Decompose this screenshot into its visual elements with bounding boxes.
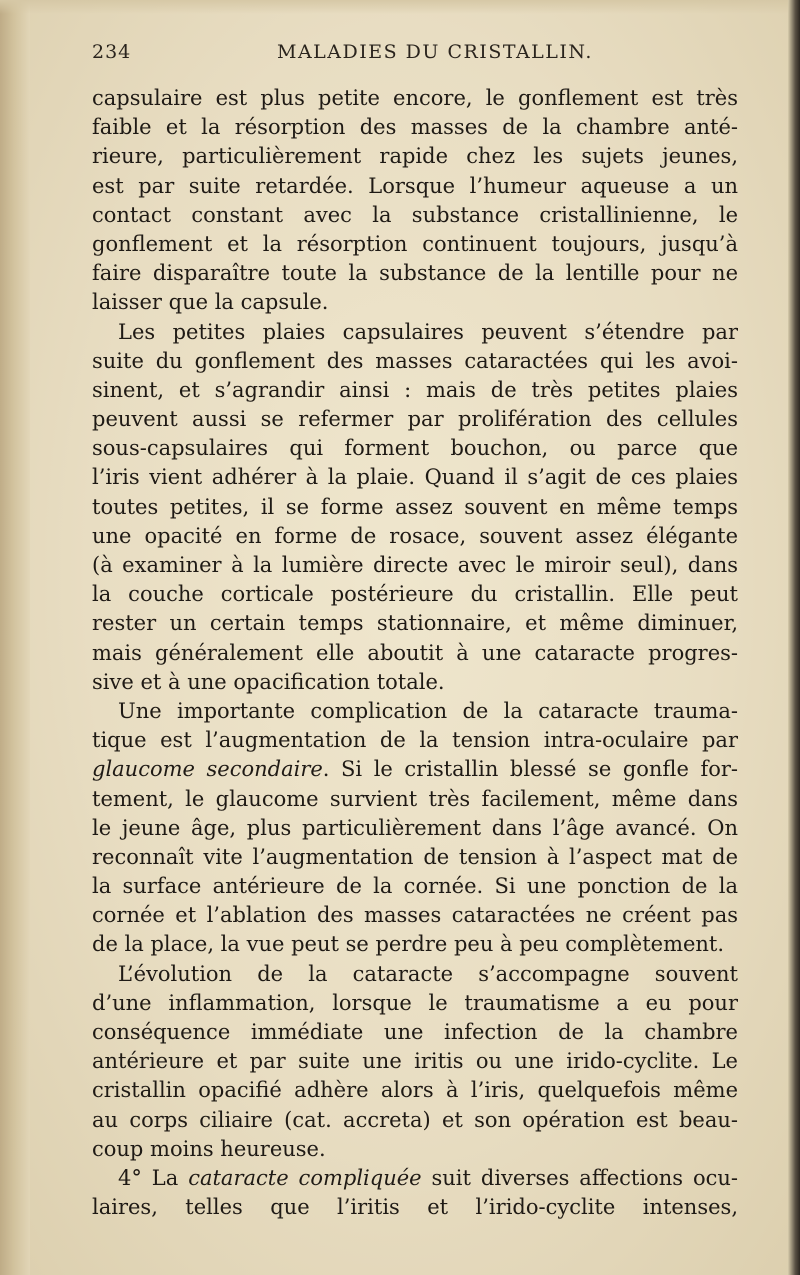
text-segment: 4° La xyxy=(118,1165,189,1190)
text-line: sinent, et s’agrandir ainsi : mais de très petites plaies xyxy=(92,377,738,402)
text-line: L’évolution de la cataracte s’accompagne souvent xyxy=(118,961,738,986)
text-line: une opacité en forme de rosace, souvent assez élégante xyxy=(92,523,738,548)
text-line: antérieure et par suite une iritis ou une irido-cyclite. Le xyxy=(92,1049,738,1074)
text-line: l’iris vient adhérer à la plaie. Quand il s’agit de ces plaies xyxy=(92,465,738,490)
text-segment: suit diverses affections ocu- xyxy=(421,1165,738,1190)
text-line xyxy=(92,755,738,784)
italic-term: cataracte compliquée xyxy=(188,1165,422,1190)
text-line: tique est l’augmentation de la tension intra-oculaire par xyxy=(92,728,738,753)
text-line: rieure, particulièrement rapide chez les sujets jeunes, xyxy=(92,144,738,169)
text-line: cristallin opacifié adhère alors à l’iris, quelquefois même xyxy=(92,1078,738,1103)
text-line: conséquence immédiate une infection de la chambre xyxy=(92,1020,738,1044)
text-line: toutes petites, il se forme assez souvent en même temps xyxy=(92,494,738,519)
text-line: Les petites plaies capsulaires peuvent s’étendre par xyxy=(118,319,738,344)
text-line: faire disparaître toute la substance de la lentille pour ne xyxy=(92,261,738,286)
text-line: mais généralement elle aboutit à une cataracte progres- xyxy=(92,640,738,665)
text-line: Une importante complication de la cataracte trauma- xyxy=(118,698,738,723)
page-right-edge xyxy=(788,0,800,1275)
text-line: est par suite retardée. Lorsque l’humeur aqueuse a un xyxy=(92,173,738,198)
text-line: suite du gonflement des masses cataractées qui les avoi- xyxy=(92,348,738,373)
text-line: faible et la résorption des masses de la chambre anté- xyxy=(92,115,738,140)
text-line: tement, le glaucome survient très facilement, même dans xyxy=(92,786,738,811)
page-gutter-shadow xyxy=(0,0,30,1275)
text-line: le jeune âge, plus particulièrement dans l’âge avancé. On xyxy=(92,815,738,840)
text-line: la surface antérieure de la cornée. Si une ponction de la xyxy=(92,874,738,899)
text-line: de la place, la vue peut se perdre peu à peu complètement. xyxy=(92,932,725,957)
text-line: laires, telles que l’iritis et l’irido-cyclite intenses, xyxy=(92,1195,738,1220)
text-line: sous-capsulaires qui forment bouchon, ou parce que xyxy=(92,436,738,461)
text-segment: . Si le cristallin blessé se gonfle for- xyxy=(322,757,738,782)
text-line: gonflement et la résorption continuent toujours, jusqu’à xyxy=(92,231,738,256)
text-line: rester un certain temps stationnaire, et même diminuer, xyxy=(92,611,738,636)
text-line xyxy=(92,1164,738,1193)
page-number: 234 xyxy=(92,41,132,63)
text-line: la couche corticale postérieure du cristallin. Elle peut xyxy=(92,582,738,607)
text-line: (à examiner à la lumière directe avec le miroir seul), dans xyxy=(92,553,738,577)
text-line: sive et à une opacification totale. xyxy=(92,669,445,694)
text-line: cornée et l’ablation des masses cataractées ne créent pas xyxy=(92,903,738,928)
text-line: au corps ciliaire (cat. accreta) et son opération est beau- xyxy=(92,1107,738,1132)
page-top-edge xyxy=(0,0,800,14)
text-line: laisser que la capsule. xyxy=(92,290,329,315)
text-line: contact constant avec la substance cristallinienne, le xyxy=(92,202,738,227)
text-line: d’une inflammation, lorsque le traumatisme a eu pour xyxy=(92,990,738,1015)
text-line: reconnaît vite l’augmentation de tension à l’aspect mat de xyxy=(92,844,738,869)
text-line: capsulaire est plus petite encore, le gonflement est très xyxy=(92,86,738,110)
running-title: MALADIES DU CRISTALLIN. xyxy=(277,41,593,63)
text-line: peuvent aussi se refermer par prolifération des cellules xyxy=(92,407,738,432)
body-text xyxy=(92,84,738,1222)
text-line: coup moins heureuse. xyxy=(92,1136,326,1161)
italic-term: glaucome secondaire xyxy=(92,757,323,782)
running-header xyxy=(92,41,742,71)
